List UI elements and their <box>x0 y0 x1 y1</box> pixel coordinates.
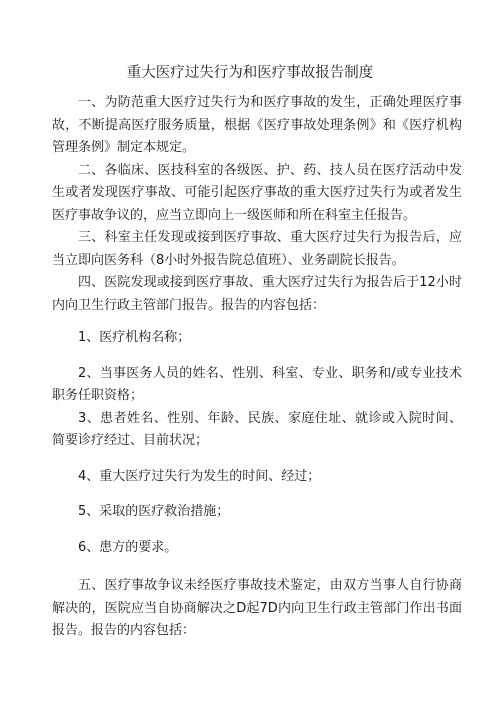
paragraph-director-reporting: 三、科室主任发现或接到医疗事故、重大医疗过失行为报告后，应当立即向医务科（8小时外报告院总值班）、业务副院长报告。 <box>52 230 462 268</box>
list-item: 5、采取的医疗救治措施； <box>78 504 230 519</box>
paragraph-hospital-reporting: 四、医院发现或接到医疗事故、重大医疗过失行为报告后于12小时内向卫生行政主管部门报告。报告的内容包括： <box>52 275 462 313</box>
list-item: 6、患方的要求。 <box>78 539 178 555</box>
paragraph-staff-reporting: 二、各临床、医技科室的各级医、护、药、技人员在医疗活动中发生或者发现医疗事故、可能引起医疗事故的重大医疗过失行为或者发生医疗事故争议的，应当立即向上一级医师和所在科室主任报告。 <box>52 162 462 223</box>
paragraph-dispute-negotiation: 五、医疗事故争议未经医疗事故技术鉴定，由双方当事人自行协商解决的，医院应当自协商解决之D起7D内向卫生行政主管部门作出书面报告。报告的内容包括： <box>52 578 462 638</box>
document-title: 重大医疗过失行为和医疗事故报告制度 <box>126 65 374 81</box>
list-item: 1、医疗机构名称； <box>78 330 191 345</box>
document-body <box>52 92 462 643</box>
list-item: 3、患者姓名、性别、年龄、民族、家庭住址、就诊或入院时间、简要诊疗经过、目前状况； <box>52 410 462 448</box>
paragraph-purpose: 一、为防范重大医疗过失行为和医疗事故的发生，正确处理医疗事故，不断提高医疗服务质量，根据《医疗事故处理条例》和《医疗机构管理条例》制定本规定。 <box>52 95 462 155</box>
list-item: 2、当事医务人员的姓名、性别、科室、专业、职务和/或专业技术职务任职资格； <box>52 365 462 403</box>
list-item: 4、重大医疗过失行为发生的时间、经过； <box>78 468 321 484</box>
